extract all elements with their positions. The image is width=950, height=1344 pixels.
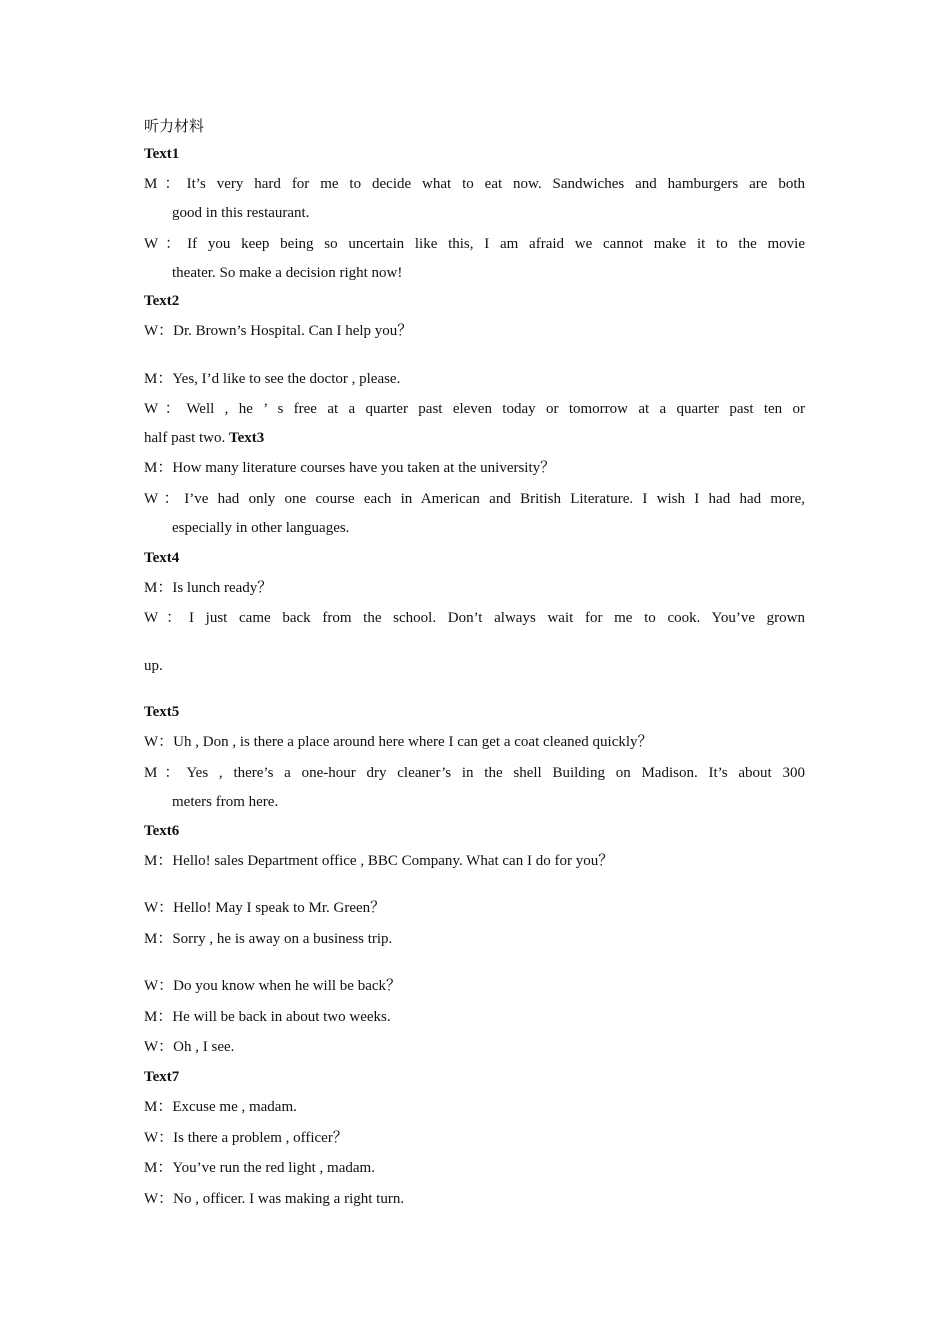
dialogue-line: M：It’s very hard for me to decide what to eat now. Sandwiches and hamburgers are both [144, 176, 805, 192]
dialogue-line: M：How many literature courses have you taken at the university？ [144, 460, 556, 476]
dialogue-line: W：Hello! May I speak to Mr. Green？ [144, 900, 386, 916]
document-title: 听力材料 [144, 117, 205, 135]
dialogue-line: up. [144, 658, 163, 674]
dialogue-line: half past two. [144, 430, 226, 446]
dialogue-line: meters from here. [172, 794, 279, 810]
dialogue-line: W：Is there a problem , officer？ [144, 1130, 348, 1146]
dialogue-line: M：Hello! sales Department office , BBC Company. What can I do for you？ [144, 853, 614, 869]
section-heading-text4: Text4 [144, 550, 180, 566]
section-heading-text6: Text6 [144, 823, 180, 839]
dialogue-line: W：Oh , I see. [144, 1039, 235, 1055]
section-heading-text5: Text5 [144, 704, 180, 720]
dialogue-line: M：He will be back in about two weeks. [144, 1009, 391, 1025]
dialogue-line: M：Is lunch ready？ [144, 580, 273, 596]
section-heading-text2: Text2 [144, 293, 180, 309]
dialogue-line: M：You’ve run the red light , madam. [144, 1160, 375, 1176]
dialogue-line: M：Yes , there’s a one-hour dry cleaner’s in the shell Building on Madison. It’s about 300 [144, 765, 805, 781]
dialogue-line: W：Uh , Don , is there a place around here where I can get a coat cleaned quickly？ [144, 734, 653, 750]
dialogue-line: W：Dr. Brown’s Hospital. Can I help you？ [144, 323, 413, 339]
dialogue-line: good in this restaurant. [172, 205, 310, 221]
dialogue-line-with-heading [144, 428, 264, 448]
dialogue-line: W：I’ve had only one course each in American and British Literature. I wish I had had more, [144, 491, 805, 507]
dialogue-line: W：No , officer. I was making a right turn. [144, 1191, 405, 1207]
dialogue-line: W：Well , he ’ s free at a quarter past eleven today or tomorrow at a quarter past ten or [144, 401, 805, 417]
dialogue-line: W：Do you know when he will be back？ [144, 978, 402, 994]
section-heading-text7: Text7 [144, 1069, 180, 1085]
dialogue-line: theater. So make a decision right now! [172, 265, 403, 281]
dialogue-line: M：Excuse me , madam. [144, 1099, 297, 1115]
section-heading-text3: Text3 [228, 430, 265, 446]
dialogue-line: especially in other languages. [172, 520, 350, 536]
dialogue-line: W：I just came back from the school. Don’t always wait for me to cook. You’ve grown [144, 610, 805, 626]
section-heading-text1: Text1 [144, 146, 180, 162]
dialogue-line: M：Sorry , he is away on a business trip. [144, 931, 393, 947]
dialogue-line: W：If you keep being so uncertain like this, I am afraid we cannot make it to the movie [144, 236, 805, 252]
dialogue-line: M：Yes, I’d like to see the doctor , please. [144, 371, 401, 387]
